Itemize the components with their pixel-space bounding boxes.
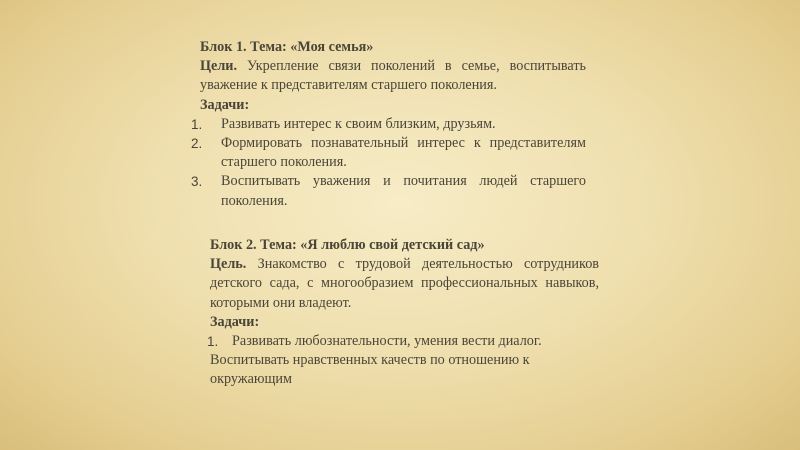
block-1-goal-text: Укрепление связи поколений в семье, воспитывать уважение к представителям старшего поколения.: [200, 58, 586, 94]
list-item: [207, 332, 599, 351]
block-2-extra-text: Воспитывать нравственных качеств по отношению к окружающим: [210, 352, 530, 388]
block-2-task-list: [207, 332, 599, 351]
list-item-number: 1.: [191, 116, 203, 132]
list-item-text: Формировать познавательный интерес к представителям старшего поколения.: [221, 135, 586, 171]
list-item-text: Развивать любознательности, умения вести диалог.: [232, 333, 542, 350]
block-1-title: Блок 1. Тема: «Моя семья»: [200, 39, 374, 55]
block-2-tasks-label: Задачи:: [210, 313, 260, 330]
list-item-number: 1.: [207, 334, 219, 350]
list-item-number: 2.: [191, 136, 203, 152]
list-item: [191, 115, 586, 134]
block-2-goal-text: Знакомство с трудовой деятельностью сотрудников детского сада, с многообразием профессиональных навыков, которыми они владеют.: [210, 256, 599, 311]
block-1: [191, 38, 586, 211]
list-item-text: Воспитывать уважения и почитания людей старшего поколения.: [221, 173, 586, 209]
block-1-goal: [200, 57, 586, 95]
block-2-goal: [210, 255, 599, 313]
list-item: [191, 172, 586, 210]
list-item-text: Развивать интерес к своим близким, друзьям.: [221, 115, 496, 132]
block-2: [207, 236, 599, 390]
block-1-task-list: [191, 115, 586, 211]
block-1-tasks-label: Задачи:: [200, 96, 250, 113]
block-2-title: Блок 2. Тема: «Я люблю свой детский сад»: [210, 237, 485, 253]
block-2-goal-label: Цель.: [210, 256, 247, 273]
list-item-number: 3.: [191, 174, 203, 190]
list-item: [191, 134, 586, 172]
block-1-goal-label: Цели.: [200, 58, 238, 75]
